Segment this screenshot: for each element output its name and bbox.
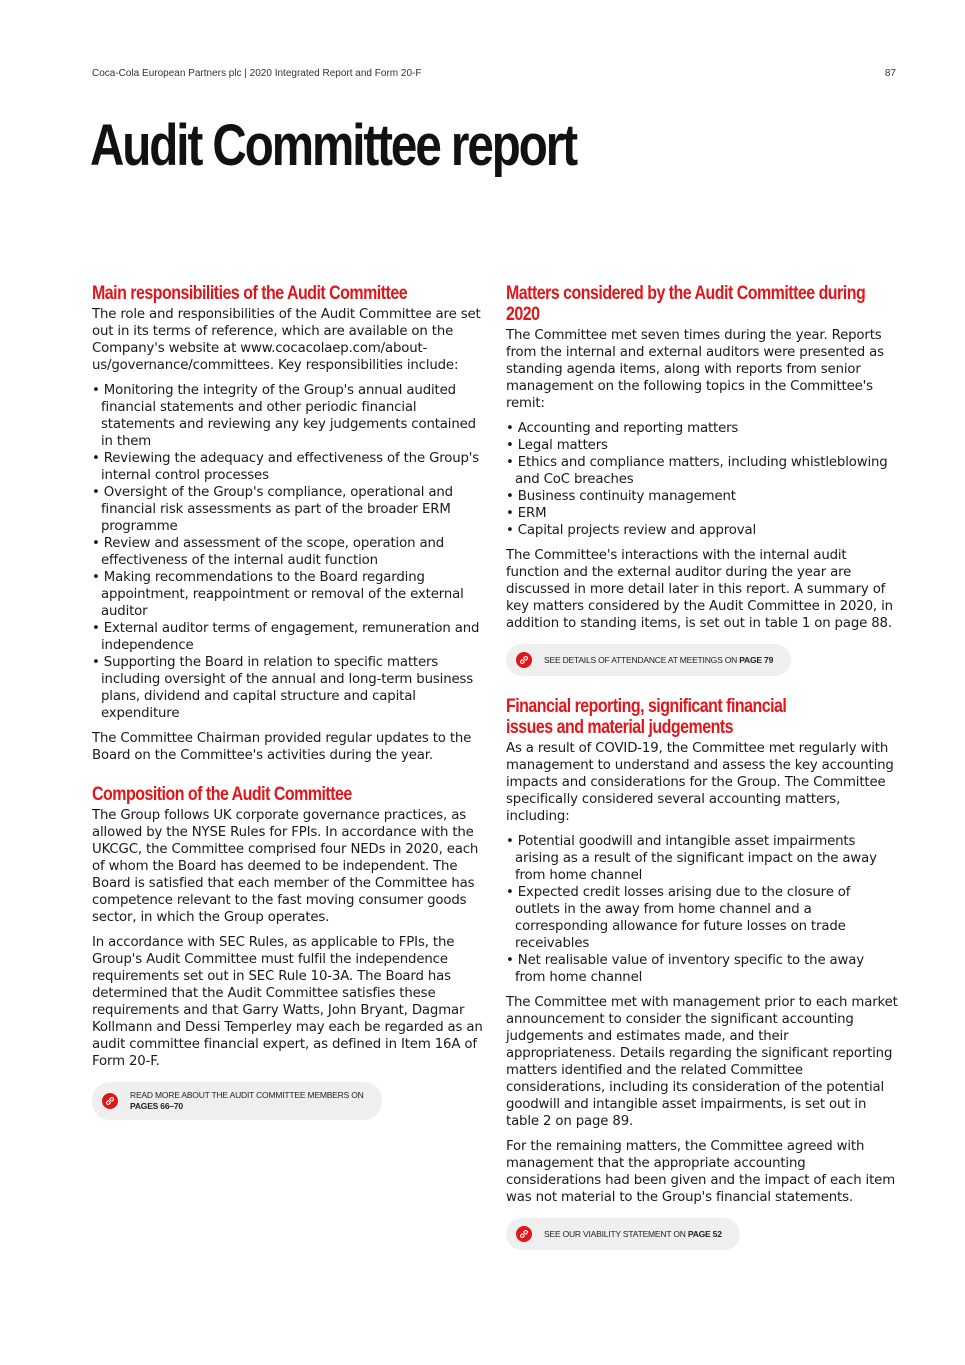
matters-intro: The Committee met seven times during the year. Reports from the internal and external auditors were presented as standing agenda items, along with reports from senior management on the following topics in the Committee's remit:: [506, 328, 884, 411]
committee-members-link[interactable]: [92, 1082, 382, 1120]
list-item: • ERM: [506, 506, 547, 521]
financial-para-2: For the remaining matters, the Committee agreed with management that the appropriate accounting considerations had been given and the impact of each item was not material to the Group's financial statements.: [506, 1139, 895, 1205]
link-icon: [516, 1226, 532, 1242]
composition-para-2: In accordance with SEC Rules, as applicable to FPIs, the Group's Audit Committee must fulfil the independence requirements set out in SEC Rule 10-3A. The Board has determined that the Audit Committee satisfies these requirements and that Garry Watts, John Bryant, Dagmar Kollmann and Dessi Temperley may each be regarded as an audit committee financial expert, as defined in Item 16A of Form 20-F.: [92, 935, 483, 1069]
link-icon: [516, 652, 532, 668]
link-text: SEE OUR VIABILITY STATEMENT ON PAGE 52: [544, 1228, 722, 1239]
composition-heading: Composition of the Audit Committee: [92, 784, 352, 805]
list-item: • Making recommendations to the Board regarding appointment, reappointment or removal of the external auditor: [92, 570, 464, 619]
list-item: • Monitoring the integrity of the Group's annual audited financial statements and other periodic financial statements and reviewing any key judgements contained in them: [92, 383, 476, 449]
list-item: • Net realisable value of inventory specific to the away from home channel: [506, 953, 864, 985]
right-column: [506, 283, 898, 1250]
list-item: • Legal matters: [506, 438, 608, 453]
link-text: READ MORE ABOUT THE AUDIT COMMITTEE MEMBERS ON PAGES 66–70: [130, 1090, 364, 1111]
list-item: • Potential goodwill and intangible asset impairments arising as a result of the significant impact on the away from home channel: [506, 834, 877, 883]
list-item: • Reviewing the adequacy and effectiveness of the Group's internal control processes: [92, 451, 480, 483]
link-icon: [102, 1093, 118, 1109]
page-number: 87: [884, 68, 896, 79]
composition-para-1: The Group follows UK corporate governance practices, as allowed by the NYSE Rules for FPIs. In accordance with the UKCGC, the Committee comprised four NEDs in 2020, each of whom the Board has deemed to be independent. The Board is satisfied that each member of the Committee has competence relevant to the fast moving consumer goods sector, in which the Group operates.: [92, 808, 479, 925]
list-item: • Business continuity management: [506, 489, 736, 504]
viability-link[interactable]: [506, 1218, 740, 1250]
list-item: • Ethics and compliance matters, including whistleblowing and CoC breaches: [506, 455, 888, 487]
attendance-link[interactable]: [506, 644, 791, 676]
financial-heading: Financial reporting, significant financial issues and material judgements: [506, 696, 787, 738]
responsibilities-heading: Main responsibilities of the Audit Committee: [92, 283, 408, 304]
matters-para: The Committee's interactions with the internal audit function and the external auditor during the year are discussed in more detail later in this report. A summary of key matters considered by the Audit Committee in 2020, in addition to standing items, is set out in table 1 on page 88.: [506, 548, 893, 631]
left-column: [92, 283, 484, 1120]
list-item: • Review and assessment of the scope, operation and effectiveness of the internal audit function: [92, 536, 445, 568]
responsibilities-list: [92, 382, 484, 722]
responsibilities-intro: The role and responsibilities of the Audit Committee are set out in its terms of reference, which are available on the Company's website at www.cocacolaep.com/about-us/governance/committees. Key responsibilities include:: [92, 307, 481, 373]
responsibilities-closing: The Committee Chairman provided regular updates to the Board on the Committee's activities during the year.: [92, 731, 472, 763]
financial-intro: As a result of COVID-19, the Committee met regularly with management to understand and assess the key accounting impacts and considerations for the Group. The Committee specifically considered several accounting matters, including:: [506, 741, 894, 824]
list-item: • Supporting the Board in relation to specific matters including oversight of the annual and long-term business plans, dividend and capital structure and capital expenditure: [92, 655, 474, 721]
list-item: • External auditor terms of engagement, remuneration and independence: [92, 621, 480, 653]
link-text: SEE DETAILS OF ATTENDANCE AT MEETINGS ON PAGE 79: [544, 654, 774, 665]
running-head: Coca-Cola European Partners plc | 2020 Integrated Report and Form 20-F: [92, 68, 422, 79]
financial-list: [506, 833, 898, 986]
matters-list: [506, 420, 898, 539]
page-title: Audit Committee report: [90, 113, 577, 178]
matters-heading: Matters considered by the Audit Committee during 2020: [506, 283, 866, 325]
financial-para-1: The Committee met with management prior to each market announcement to consider the significant accounting judgements and estimates made, and their appropriateness. Details regarding the significant reporting matters identified and the related Committee considerations, including its consideration of the potential goodwill and intangible asset impairments, is set out in table 2 on page 89.: [506, 995, 898, 1129]
list-item: • Oversight of the Group's compliance, operational and financial risk assessments as part of the broader ERM programme: [92, 485, 453, 534]
list-item: • Capital projects review and approval: [506, 523, 757, 538]
list-item: • Accounting and reporting matters: [506, 421, 739, 436]
list-item: • Expected credit losses arising due to the closure of outlets in the away from home channel and a corresponding allowance for future losses on trade receivables: [506, 885, 851, 951]
